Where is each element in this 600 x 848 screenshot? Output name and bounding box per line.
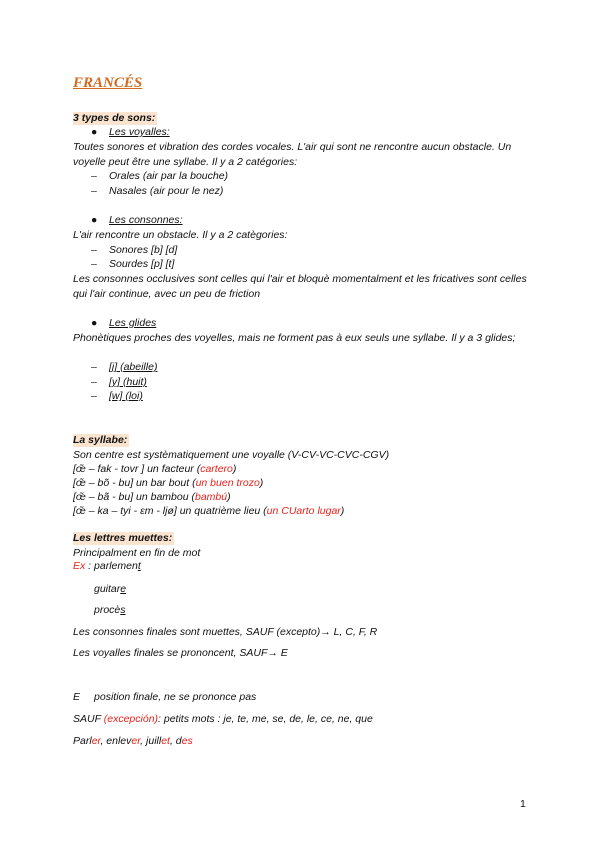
vowels-description: Toutes sonores et vibration des cordes vocales. L'air qui sont ne rencontre aucun obstacle. Un voyelle peut être une syllabe. Il y a 2 catégories: <box>73 141 512 168</box>
bullet-icon: ● <box>91 317 98 329</box>
example-word: procès <box>94 604 126 616</box>
page-title: FRANCÉS <box>73 75 143 91</box>
rule-e-final: E position finale, ne se prononce pas <box>73 691 257 703</box>
example-line: [œ̃ – ka – tyi - εm - ljø] un quatrième lieu (un CUarto lugar) <box>73 505 345 517</box>
consonants-label: Les consonnes: <box>109 214 183 226</box>
example-word: guitare <box>94 583 127 595</box>
bullet-glides <box>73 316 156 331</box>
list-item: – Sonores [b] [d] <box>91 244 178 256</box>
vowels-label: Les voyalles: <box>109 126 170 138</box>
heading-syllabe: La syllabe: <box>73 434 128 446</box>
heading-types-de-sons: 3 types de sons: <box>73 112 156 124</box>
list-item: – [j] (abeille) <box>91 361 158 373</box>
bullet-icon: ● <box>91 214 98 226</box>
example-line: [œ̃ – fak - tovr ] un facteur (cartero) <box>73 463 237 475</box>
heading-lettres-muettes: Les lettres muettes: <box>73 532 173 544</box>
glides-label: Les glides <box>109 317 157 329</box>
list-item: – Sourdes [p] [t] <box>91 258 175 270</box>
page-number: 1 <box>520 798 526 810</box>
list-item: – [y] (huit) <box>91 376 147 388</box>
bullet-vowels <box>73 125 170 140</box>
bullet-consonants <box>73 213 183 228</box>
example-line: [œ̃ – bõ - bu] un bar bout (un buen trozo) <box>73 477 264 489</box>
rule-voyalles: Les voyalles finales se prononcent, SAUF→ E <box>73 647 288 659</box>
list-item: – Nasales (air pour le nez) <box>91 185 224 197</box>
syllabe-description: Son centre est systèmatiquement une voyalle (V-CV-VC-CVC-CGV) <box>73 449 390 461</box>
consonants-note: Les consonnes occlusives sont celles qui l'air et bloquè momentalment et les fricatives sont celles qui l'air continue, avec un peu de friction <box>73 273 527 300</box>
example-intro: Ex : parlement <box>73 560 141 572</box>
rule-consonnes: Les consonnes finales sont muettes, SAUF (excepto)→ L, C, F, R <box>73 626 378 638</box>
muettes-description: Principalment en fin de mot <box>73 547 201 559</box>
glides-description: Phonètiques proches des voyelles, mais ne forment pas à eux seuls une syllabe. Il y a 3 glides; <box>73 332 516 344</box>
verb-examples: Parler, enlever, juillet, des <box>73 735 193 747</box>
list-item: – [w] (loi) <box>91 390 143 402</box>
bullet-icon: ● <box>91 126 98 138</box>
rule-sauf: SAUF (excepción): petits mots : je, te, me, se, de, le, ce, ne, que <box>73 713 373 725</box>
example-line: [œ̃ – bã - bu] un bambou (bambú) <box>73 491 231 503</box>
list-item: – Orales (air par la bouche) <box>91 170 229 182</box>
consonants-description: L'air rencontre un obstacle. Il y a 2 catègories: <box>73 229 288 241</box>
